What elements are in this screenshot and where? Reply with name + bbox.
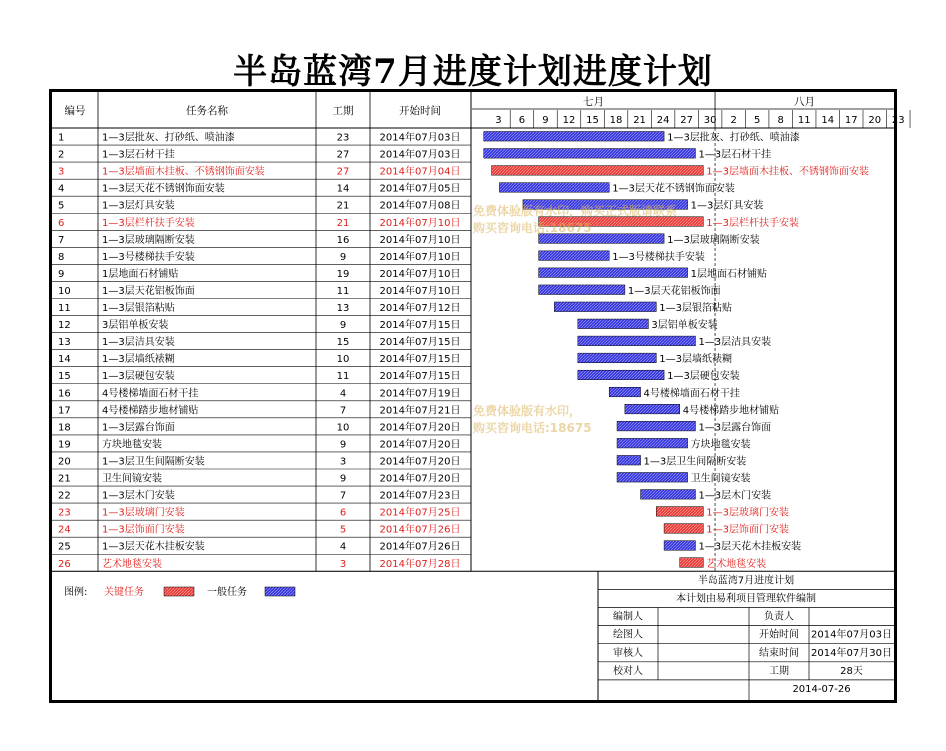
day-tick-label: 8 xyxy=(777,115,784,126)
task-id: 5 xyxy=(58,200,65,212)
day-tick-label: 5 xyxy=(753,115,761,126)
info-subtitle: 本计划由易利项目管理软件编制 xyxy=(676,593,816,605)
task-bar xyxy=(617,455,641,465)
day-tick-label: 18 xyxy=(609,115,623,126)
task-start: 2014年07月26日 xyxy=(379,541,461,553)
legend-critical-swatch xyxy=(164,587,194,596)
task-id: 19 xyxy=(58,439,71,451)
task-id: 24 xyxy=(58,524,71,536)
day-tick-label: 15 xyxy=(586,115,599,126)
task-name: 1—3层玻璃门安装 xyxy=(102,507,185,519)
task-duration: 21 xyxy=(336,200,350,212)
header-id: 编号 xyxy=(64,105,86,117)
task-id: 26 xyxy=(58,558,71,570)
gantt-frame xyxy=(49,89,905,703)
info-duration-label: 工期 xyxy=(769,665,789,677)
task-start: 2014年07月28日 xyxy=(379,558,461,570)
critical-task-bar xyxy=(656,507,703,517)
task-id: 8 xyxy=(58,251,65,263)
task-name: 1—3层灯具安装 xyxy=(102,200,175,212)
task-id: 7 xyxy=(58,234,65,246)
day-tick-label: 17 xyxy=(844,115,858,126)
task-start: 2014年07月10日 xyxy=(379,285,461,297)
task-bar xyxy=(554,302,656,312)
task-bar xyxy=(539,268,688,278)
day-tick-label: 14 xyxy=(821,115,835,126)
task-duration: 9 xyxy=(339,320,347,332)
task-bar xyxy=(499,183,609,193)
task-name: 1—3层墙面木挂板、不锈钢饰面安装 xyxy=(102,166,265,178)
task-start: 2014年07月25日 xyxy=(379,507,461,519)
task-start: 2014年07月08日 xyxy=(379,200,461,212)
task-bar xyxy=(641,490,696,500)
task-id: 1 xyxy=(58,132,65,144)
task-duration: 15 xyxy=(336,337,350,349)
task-name: 3层铝单板安装 xyxy=(102,320,169,332)
task-duration: 7 xyxy=(339,490,347,502)
watermark-text: 免费体验版有水印， xyxy=(473,404,582,418)
task-start: 2014年07月10日 xyxy=(379,217,461,229)
bar-label: 卫生间镜安装 xyxy=(690,473,751,485)
task-name: 1层地面石材铺贴 xyxy=(102,268,179,280)
info-date: 2014-07-26 xyxy=(792,683,851,695)
task-duration: 3 xyxy=(339,456,347,468)
task-bar xyxy=(625,404,680,414)
bar-label: 4号楼梯踏步地材铺贴 xyxy=(682,405,780,417)
bar-label: 1—3层灯具安装 xyxy=(690,200,764,212)
task-duration: 10 xyxy=(336,354,350,366)
bar-label: 4号楼梯墙面石材干挂 xyxy=(643,388,740,400)
task-id: 20 xyxy=(58,456,71,468)
task-start: 2014年07月19日 xyxy=(379,388,461,400)
task-duration: 27 xyxy=(336,149,350,161)
critical-task-bar xyxy=(680,558,704,568)
task-name: 1—3层洁具安装 xyxy=(102,337,175,349)
day-tick-label: 30 xyxy=(703,115,717,126)
task-start: 2014年07月03日 xyxy=(379,132,461,144)
task-duration: 9 xyxy=(339,473,347,485)
task-duration: 13 xyxy=(336,303,350,315)
task-name: 1—3层硬包安装 xyxy=(102,371,175,383)
task-id: 25 xyxy=(58,541,71,553)
task-bar xyxy=(578,370,664,380)
task-start: 2014年07月20日 xyxy=(379,473,461,485)
month-label-august: 八月 xyxy=(794,96,816,108)
bar-label: 1—3层天花不锈钢饰面安装 xyxy=(612,183,735,195)
bar-label: 1—3层饰面门安装 xyxy=(706,524,790,536)
task-id: 11 xyxy=(58,303,71,315)
header-duration: 工期 xyxy=(332,105,354,117)
info-end-value: 2014年07月30日 xyxy=(811,647,892,659)
critical-task-bar xyxy=(664,524,703,534)
bar-label: 1—3层卫生间隔断安装 xyxy=(643,456,747,468)
task-start: 2014年07月05日 xyxy=(379,183,461,195)
watermark-text: 购买咨询电话:18675 xyxy=(473,221,592,235)
task-id: 17 xyxy=(58,405,71,417)
task-name: 1—3层露台饰面 xyxy=(102,422,175,434)
task-duration: 23 xyxy=(336,132,350,144)
bar-label: 1—3层批灰、打砂纸、喷油漆 xyxy=(667,132,800,144)
task-id: 23 xyxy=(58,507,71,519)
info-drawer-label: 绘图人 xyxy=(613,629,643,641)
task-start: 2014年07月04日 xyxy=(379,166,461,178)
info-end-label: 结束时间 xyxy=(759,647,799,659)
task-duration: 3 xyxy=(339,558,347,570)
task-start: 2014年07月23日 xyxy=(379,490,461,502)
day-tick-label: 3 xyxy=(495,115,502,126)
bar-label: 1—3层银箔粘贴 xyxy=(659,303,732,315)
info-reviewer-label: 审核人 xyxy=(613,647,643,659)
task-start: 2014年07月15日 xyxy=(379,337,461,349)
task-bar xyxy=(609,387,640,397)
bar-label: 1—3层天花木挂板安装 xyxy=(698,541,802,553)
bar-label: 1—3层天花铝板饰面 xyxy=(627,285,721,297)
task-name: 1—3层银箔粘贴 xyxy=(102,303,175,315)
task-name: 1—3号楼梯扶手安装 xyxy=(102,251,195,263)
task-bar xyxy=(539,285,625,295)
info-start-label: 开始时间 xyxy=(759,629,799,641)
task-name: 艺术地毯安装 xyxy=(102,558,162,570)
day-tick-label: 6 xyxy=(518,115,526,126)
task-start: 2014年07月15日 xyxy=(379,354,461,366)
info-start-value: 2014年07月03日 xyxy=(811,629,892,641)
task-bar xyxy=(484,149,696,159)
task-start: 2014年07月10日 xyxy=(379,251,461,263)
day-tick-label: 11 xyxy=(797,115,811,126)
task-duration: 6 xyxy=(339,507,347,519)
task-start: 2014年07月10日 xyxy=(379,234,461,246)
task-id: 6 xyxy=(58,217,65,229)
task-id: 2 xyxy=(58,149,65,161)
gantt-chart xyxy=(52,92,905,700)
bar-label: 方块地毯安装 xyxy=(690,439,751,451)
task-start: 2014年07月20日 xyxy=(379,422,461,434)
info-duration-value: 28天 xyxy=(840,665,863,677)
task-duration: 21 xyxy=(336,217,350,229)
task-bar xyxy=(578,353,656,363)
bar-label: 1—3层硬包安装 xyxy=(667,371,740,383)
task-name: 1—3层天花不锈钢饰面安装 xyxy=(102,183,225,195)
bar-label: 1—3层玻璃隔断安装 xyxy=(667,234,760,246)
task-name: 1—3层天花木挂板安装 xyxy=(102,541,205,553)
task-start: 2014年07月20日 xyxy=(379,439,461,451)
task-bar xyxy=(484,132,664,142)
legend-normal-swatch xyxy=(265,587,295,596)
legend-normal-label: 一般任务 xyxy=(207,587,247,598)
bar-label: 1—3层石材干挂 xyxy=(698,149,772,161)
bar-label: 1—3号楼梯扶手安装 xyxy=(612,251,705,263)
info-editor-label: 编制人 xyxy=(613,611,643,623)
day-tick-label: 12 xyxy=(562,115,576,126)
day-tick-label: 23 xyxy=(891,115,905,126)
bar-label: 3层铝单板安装 xyxy=(651,320,718,332)
task-bar xyxy=(578,319,649,329)
task-name: 1—3层墙纸裱糊 xyxy=(102,354,175,366)
task-id: 16 xyxy=(58,388,71,400)
watermark-text: 免费体验版有水印，购买正式版请联系 xyxy=(473,204,678,218)
bar-label: 1—3层玻璃门安装 xyxy=(706,507,790,519)
day-tick-label: 20 xyxy=(868,115,882,126)
critical-task-bar xyxy=(492,166,704,176)
info-owner-label: 负责人 xyxy=(764,611,794,623)
task-start: 2014年07月15日 xyxy=(379,371,461,383)
task-id: 13 xyxy=(58,337,71,349)
task-duration: 9 xyxy=(339,439,347,451)
task-bar xyxy=(617,438,688,448)
task-name: 4号楼梯踏步地材铺贴 xyxy=(102,405,199,417)
task-duration: 16 xyxy=(336,234,350,246)
day-tick-label: 9 xyxy=(542,115,549,126)
bar-label: 1—3层墙纸裱糊 xyxy=(659,354,732,366)
task-bar xyxy=(539,234,664,244)
task-id: 22 xyxy=(58,490,71,502)
task-name: 1—3层天花铝板饰面 xyxy=(102,285,195,297)
legend-critical-label: 关键任务 xyxy=(104,587,144,598)
task-start: 2014年07月15日 xyxy=(379,320,461,332)
task-name: 1—3层批灰、打砂纸、喷油漆 xyxy=(102,132,235,144)
month-label-july: 七月 xyxy=(583,96,605,108)
task-id: 21 xyxy=(58,473,71,485)
task-start: 2014年07月21日 xyxy=(379,405,461,417)
task-duration: 4 xyxy=(339,541,347,553)
day-tick-label: 27 xyxy=(680,115,693,126)
task-id: 4 xyxy=(58,183,65,195)
task-id: 12 xyxy=(58,320,71,332)
task-name: 1—3层卫生间隔断安装 xyxy=(102,456,205,468)
task-name: 方块地毯安装 xyxy=(102,439,162,451)
info-checker-label: 校对人 xyxy=(613,665,643,677)
task-duration: 14 xyxy=(336,183,350,195)
task-id: 15 xyxy=(58,371,71,383)
task-bar xyxy=(617,473,688,483)
task-duration: 10 xyxy=(336,422,350,434)
task-id: 10 xyxy=(58,285,71,297)
task-name: 1—3层石材干挂 xyxy=(102,149,175,161)
task-bar xyxy=(578,336,696,346)
task-name: 1—3层饰面门安装 xyxy=(102,524,185,536)
task-name: 1—3层木门安装 xyxy=(102,490,175,502)
day-tick-label: 2 xyxy=(730,115,737,126)
day-tick-label: 21 xyxy=(633,115,646,126)
task-duration: 5 xyxy=(339,524,347,536)
task-name: 4号楼梯墙面石材干挂 xyxy=(102,388,199,400)
task-duration: 11 xyxy=(336,285,350,297)
bar-label: 1层地面石材铺贴 xyxy=(690,268,767,280)
task-duration: 19 xyxy=(336,268,350,280)
bar-label: 1—3层墙面木挂板、不锈钢饰面安装 xyxy=(706,166,870,178)
header-name: 任务名称 xyxy=(186,105,228,117)
info-title: 半岛蓝湾7月进度计划 xyxy=(697,575,795,587)
task-start: 2014年07月03日 xyxy=(379,149,461,161)
task-name: 1—3层玻璃隔断安装 xyxy=(102,234,195,246)
task-bar xyxy=(664,541,695,551)
task-bar xyxy=(539,251,610,261)
task-name: 卫生间镜安装 xyxy=(102,473,162,485)
page-title: 半岛蓝湾7月进度计划进度计划 xyxy=(233,52,713,92)
task-id: 9 xyxy=(58,268,65,280)
bar-label: 艺术地毯安装 xyxy=(706,558,767,570)
task-start: 2014年07月26日 xyxy=(379,524,461,536)
task-start: 2014年07月12日 xyxy=(379,303,461,315)
task-duration: 9 xyxy=(339,251,347,263)
day-tick-label: 24 xyxy=(656,115,670,126)
task-duration: 4 xyxy=(339,388,347,400)
watermark-text: 购买咨询电话:18675 xyxy=(473,421,592,435)
bar-label: 1—3层露台饰面 xyxy=(698,422,772,434)
task-name: 1—3层栏杆扶手安装 xyxy=(102,217,195,229)
task-id: 14 xyxy=(58,354,71,366)
bar-label: 1—3层木门安装 xyxy=(698,490,772,502)
legend-label: 图例: xyxy=(64,587,88,598)
task-duration: 27 xyxy=(336,166,350,178)
task-bar xyxy=(617,421,695,431)
task-start: 2014年07月20日 xyxy=(379,456,461,468)
header-start: 开始时间 xyxy=(399,105,441,117)
task-id: 3 xyxy=(58,166,65,178)
bar-label: 1—3层栏杆扶手安装 xyxy=(706,217,800,229)
task-id: 18 xyxy=(58,422,71,434)
task-duration: 7 xyxy=(339,405,347,417)
task-duration: 11 xyxy=(336,371,350,383)
bar-label: 1—3层洁具安装 xyxy=(698,337,772,349)
task-start: 2014年07月10日 xyxy=(379,268,461,280)
